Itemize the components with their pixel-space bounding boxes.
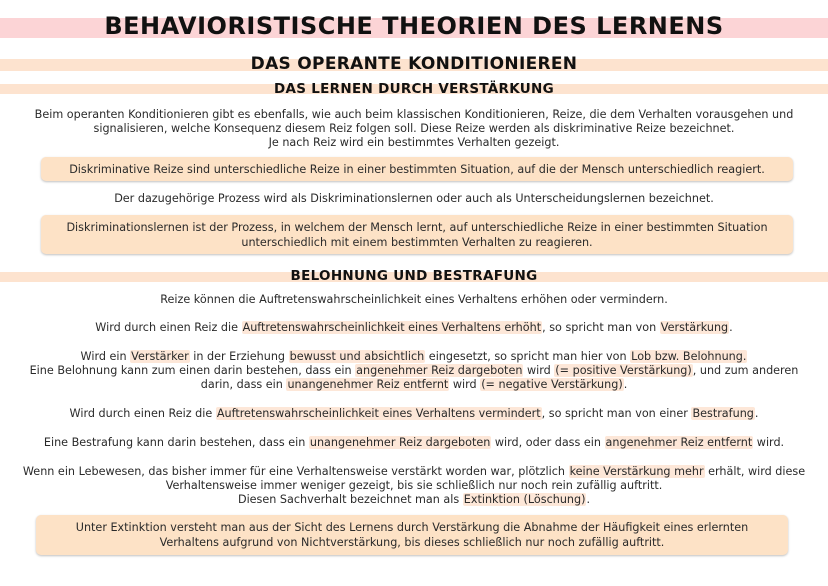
text: in der Erziehung bbox=[189, 350, 289, 363]
highlight: unangenehmer Reiz entfernt bbox=[287, 378, 449, 391]
paragraph-6 bbox=[0, 465, 828, 507]
definition-line: Unter Extinktion versteht man aus der Sicht des Lernens durch Verstärkung die Abnahme der Häufigkeit eines erlernten bbox=[75, 521, 749, 534]
text: . bbox=[586, 493, 591, 506]
section2-heading: BELOHNUNG UND BESTRAFUNG bbox=[290, 268, 538, 284]
paragraph-5 bbox=[0, 436, 828, 450]
highlight: Extinktion (Löschung) bbox=[463, 493, 586, 506]
definition-text: Diskriminative Reize sind unterschiedliche Reize in einer bestimmten Situation, auf die der Mensch unterschiedlich reagiert. bbox=[69, 162, 765, 176]
intro-line: signalisieren, welche Konsequenz diesem Reiz folgen soll. Diese Reize werden als diskriminative Reize bezeichnet. bbox=[93, 122, 735, 135]
highlight: (= negative Verstärkung) bbox=[481, 378, 623, 391]
section1-heading: DAS LERNEN DURCH VERSTÄRKUNG bbox=[273, 81, 555, 97]
text: eingesetzt, so spricht man hier von bbox=[425, 350, 631, 363]
text: Eine Bestrafung kann darin bestehen, dass ein bbox=[43, 436, 309, 449]
definition-box-discrimination-learning bbox=[41, 215, 793, 254]
text: . bbox=[729, 321, 733, 334]
definition-line: Verhaltens aufgrund von Nichtverstärkung, bis dieses schließlich nur noch zufällig auftritt. bbox=[159, 536, 665, 549]
text: wird bbox=[449, 378, 481, 391]
highlight: Verstärker bbox=[131, 350, 189, 363]
highlight: Lob bzw. Belohnung. bbox=[631, 350, 747, 363]
intro-line: Beim operanten Konditionieren gibt es ebenfalls, wie auch beim klassischen Konditionieren, Reize, die dem Verhalten vorausgehen und bbox=[34, 108, 794, 121]
definition-line: unterschiedlich mit einem bestimmten Verhalten zu reagieren. bbox=[241, 235, 593, 249]
text: Verhaltensweise immer weniger gezeigt, bis sie schließlich nur noch rein zufällig auftritt. bbox=[165, 479, 663, 492]
paragraph-3 bbox=[0, 350, 828, 392]
text: Diesen Sachverhalt bezeichnet man als bbox=[237, 493, 463, 506]
definition-box-extinction bbox=[36, 515, 788, 555]
text: , und zum anderen bbox=[692, 364, 799, 377]
section1-intro bbox=[0, 108, 828, 150]
paragraph-1: Reize können die Auftretenswahrscheinlichkeit eines Verhaltens erhöhen oder vermindern. bbox=[160, 293, 668, 306]
text: Eine Belohnung kann zum einen darin bestehen, dass ein bbox=[29, 364, 356, 377]
page-title: BEHAVIORISTISCHE THEORIEN DES LERNENS bbox=[104, 12, 724, 40]
highlight: bewusst und absichtlich bbox=[289, 350, 425, 363]
text: erhält, wird diese bbox=[704, 465, 806, 478]
highlight: Auftretenswahrscheinlichkeit eines Verhaltens erhöht bbox=[242, 321, 542, 334]
definition-line: Diskriminationslernen ist der Prozess, in welchem der Mensch lernt, auf unterschiedliche Reize in einer bestimmten Situation bbox=[66, 220, 768, 234]
text: , so spricht man von einer bbox=[541, 407, 692, 420]
text: . bbox=[754, 407, 759, 420]
highlight: Bestrafung bbox=[692, 407, 754, 420]
text: , so spricht man von bbox=[542, 321, 660, 334]
highlight: unangenehmer Reiz dargeboten bbox=[309, 436, 491, 449]
process-text: Der dazugehörige Prozess wird als Diskriminationslernen oder auch als Unterscheidungslernen bezeichnet. bbox=[114, 192, 714, 205]
text: Wird durch einen Reiz die bbox=[95, 321, 242, 334]
paragraph-4 bbox=[0, 407, 828, 421]
text: Wird durch einen Reiz die bbox=[69, 407, 216, 420]
highlight: (= positive Verstärkung) bbox=[555, 364, 692, 377]
highlight: angenehmer Reiz dargeboten bbox=[356, 364, 523, 377]
highlight: angenehmer Reiz entfernt bbox=[605, 436, 753, 449]
intro-line: Je nach Reiz wird ein bestimmtes Verhalten gezeigt. bbox=[268, 136, 560, 149]
highlight: Verstärkung bbox=[660, 321, 729, 334]
text: darin, dass ein bbox=[200, 378, 287, 391]
text: wird. bbox=[753, 436, 785, 449]
page-subtitle: DAS OPERANTE KONDITIONIEREN bbox=[250, 54, 578, 74]
definition-box-discriminative bbox=[41, 157, 793, 181]
text: . bbox=[623, 378, 628, 391]
highlight: keine Verstärkung mehr bbox=[569, 465, 704, 478]
paragraph-2 bbox=[0, 321, 828, 335]
text: wird, oder dass ein bbox=[491, 436, 605, 449]
text: Wird ein bbox=[80, 350, 131, 363]
text: Wenn ein Lebewesen, das bisher immer für eine Verhaltensweise verstärkt worden war, plötzlich bbox=[22, 465, 569, 478]
highlight: Auftretenswahrscheinlichkeit eines Verhaltens vermindert bbox=[216, 407, 541, 420]
text: wird bbox=[523, 364, 555, 377]
